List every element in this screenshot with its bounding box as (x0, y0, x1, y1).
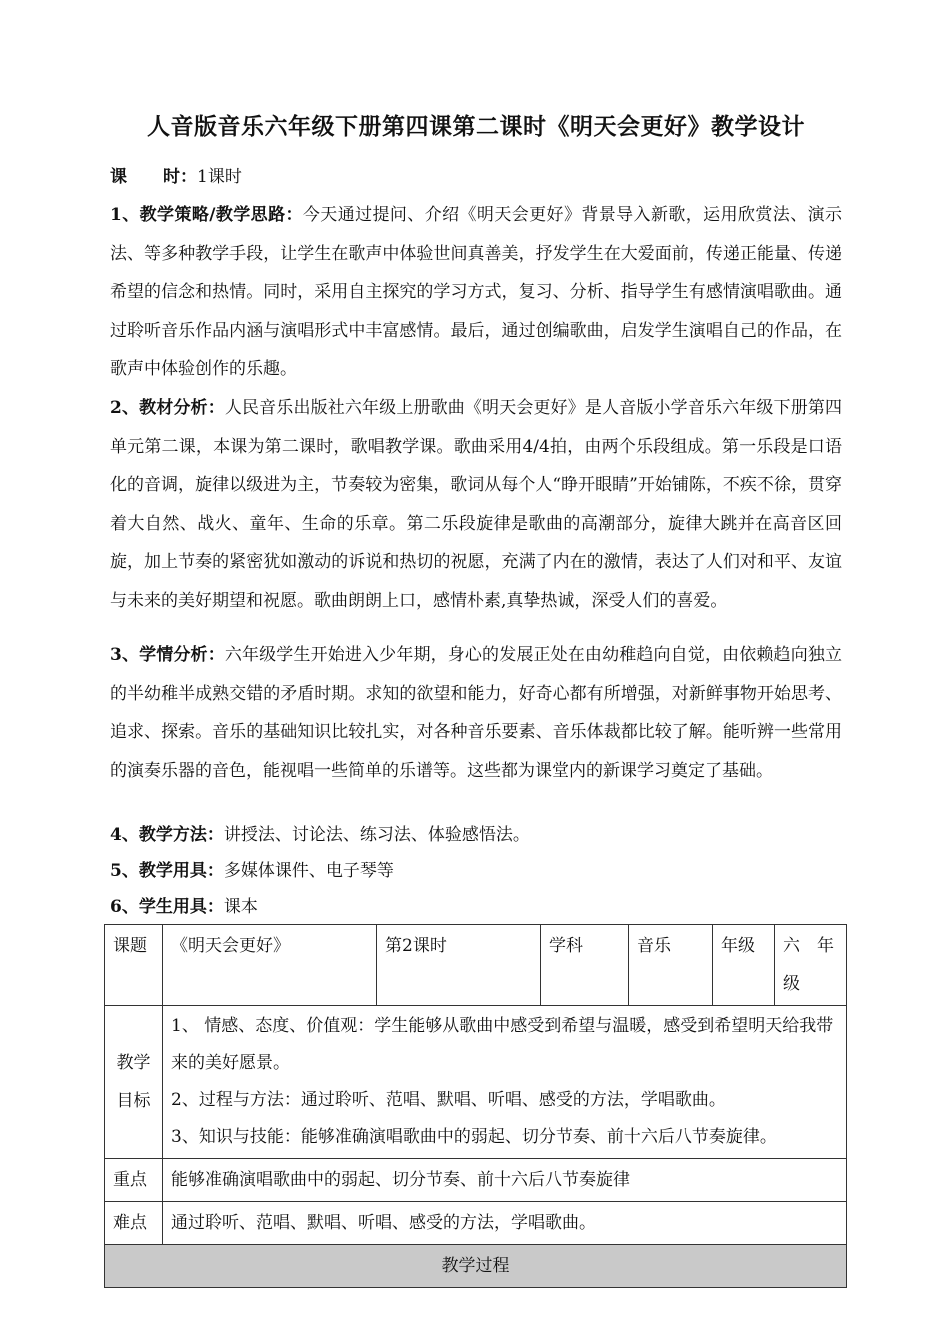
class-hours-line (110, 158, 842, 197)
topic-label: 课题 (105, 925, 163, 1006)
section-student-analysis (110, 636, 842, 790)
key-point-label: 重点 (105, 1159, 163, 1202)
section-text: 讲授法、讨论法、练习法、体验感悟法。 (223, 825, 530, 845)
section-teaching-tools (110, 852, 842, 891)
class-hours-label: 课 时： (110, 167, 197, 187)
table-row (105, 1245, 847, 1288)
section-teaching-strategy (110, 196, 842, 389)
class-hours-value: 1课时 (197, 167, 242, 187)
section-teaching-methods (110, 816, 842, 855)
section-text: 人民音乐出版社六年级上册歌曲《明天会更好》是人音版小学音乐六年级下册第四单元第二课，本课为第二课时，歌唱教学课。歌曲采用4/4拍，由两个乐段组成。第一乐段是口语化的音调，旋律以级进为主，节奏较为密集，歌词从每个人“睁开眼睛”开始铺陈，不疾不徐，贯穿着大自然、战火、童年、生命的乐章。第二乐段旋律是歌曲的高潮部分，旋律大跳并在高音区回旋，加上节奏的紧密犹如激动的诉说和热切的祝愿，充满了内在的激情，表达了人们对和平、友谊与未来的美好期望和祝愿。歌曲朗朗上口，感情朴素,真挚热诚，深受人们的喜爱。 (110, 398, 842, 611)
table-row (105, 1159, 847, 1202)
document-title: 人音版音乐六年级下册第四课第二课时《明天会更好》教学设计 (147, 113, 805, 140)
section-label: 1、教学策略/教学思路： (110, 205, 303, 225)
key-point-value: 能够准确演唱歌曲中的弱起、切分节奏、前十六后八节奏旋律 (163, 1159, 847, 1202)
lesson-info-table (104, 924, 847, 1288)
section-label: 4、教学方法： (110, 825, 224, 845)
table-row (105, 925, 847, 1006)
topic-value: 《明天会更好》 (163, 925, 377, 1006)
section-label: 6、学生用具： (110, 897, 224, 917)
table-row (105, 1006, 847, 1159)
section-label: 2、教材分析： (110, 398, 225, 418)
section-material-analysis (110, 389, 842, 620)
grade-label: 年级 (713, 925, 775, 1006)
goals-label: 教学目标 (105, 1006, 163, 1159)
goal-item: 2、过程与方法：通过聆听、范唱、默唱、听唱、感受的方法，学唱歌曲。 (171, 1090, 726, 1110)
goal-item: 1、 情感、态度、价值观：学生能够从歌曲中感受到希望与温暖，感受到希望明天给我带来的美好愿景。 (171, 1016, 834, 1073)
section-label: 3、学情分析： (110, 645, 225, 665)
section-text: 课本 (223, 897, 258, 917)
section-label: 5、教学用具： (110, 861, 224, 881)
goal-item: 3、知识与技能：能够准确演唱歌曲中的弱起、切分节奏、前十六后八节奏旋律。 (171, 1127, 777, 1147)
subject-label: 学科 (541, 925, 629, 1006)
section-student-tools (110, 888, 842, 927)
section-text: 六年级学生开始进入少年期，身心的发展正处在由幼稚趋向自觉，由依赖趋向独立的半幼稚半成熟交错的矛盾时期。求知的欲望和能力，好奇心都有所增强，对新鲜事物开始思考、追求、探索。音乐的基础知识比较扎实，对各种音乐要素、音乐体裁都比较了解。能听辨一些常用的演奏乐器的音色，能视唱一些简单的乐谱等。这些都为课堂内的新课学习奠定了基础。 (110, 645, 842, 781)
difficulty-label: 难点 (105, 1202, 163, 1245)
process-header: 教学过程 (105, 1245, 847, 1288)
grade-value: 六 年级 (775, 925, 847, 1006)
table-row (105, 1202, 847, 1245)
goals-cell (163, 1006, 847, 1159)
difficulty-value: 通过聆听、范唱、默唱、听唱、感受的方法，学唱歌曲。 (163, 1202, 847, 1245)
section-text: 今天通过提问、介绍《明天会更好》背景导入新歌，运用欣赏法、演示法、等多种教学手段，让学生在歌声中体验世间真善美，抒发学生在大爱面前，传递正能量、传递希望的信念和热情。同时，采用自主探究的学习方式，复习、分析、指导学生有感情演唱歌曲。通过聆听音乐作品内涵与演唱形式中丰富感情。最后，通过创编歌曲，启发学生演唱自己的作品，在歌声中体验创作的乐趣。 (110, 205, 842, 379)
subject-value: 音乐 (629, 925, 713, 1006)
period-value: 第2课时 (377, 925, 541, 1006)
section-text: 多媒体课件、电子琴等 (223, 861, 394, 881)
